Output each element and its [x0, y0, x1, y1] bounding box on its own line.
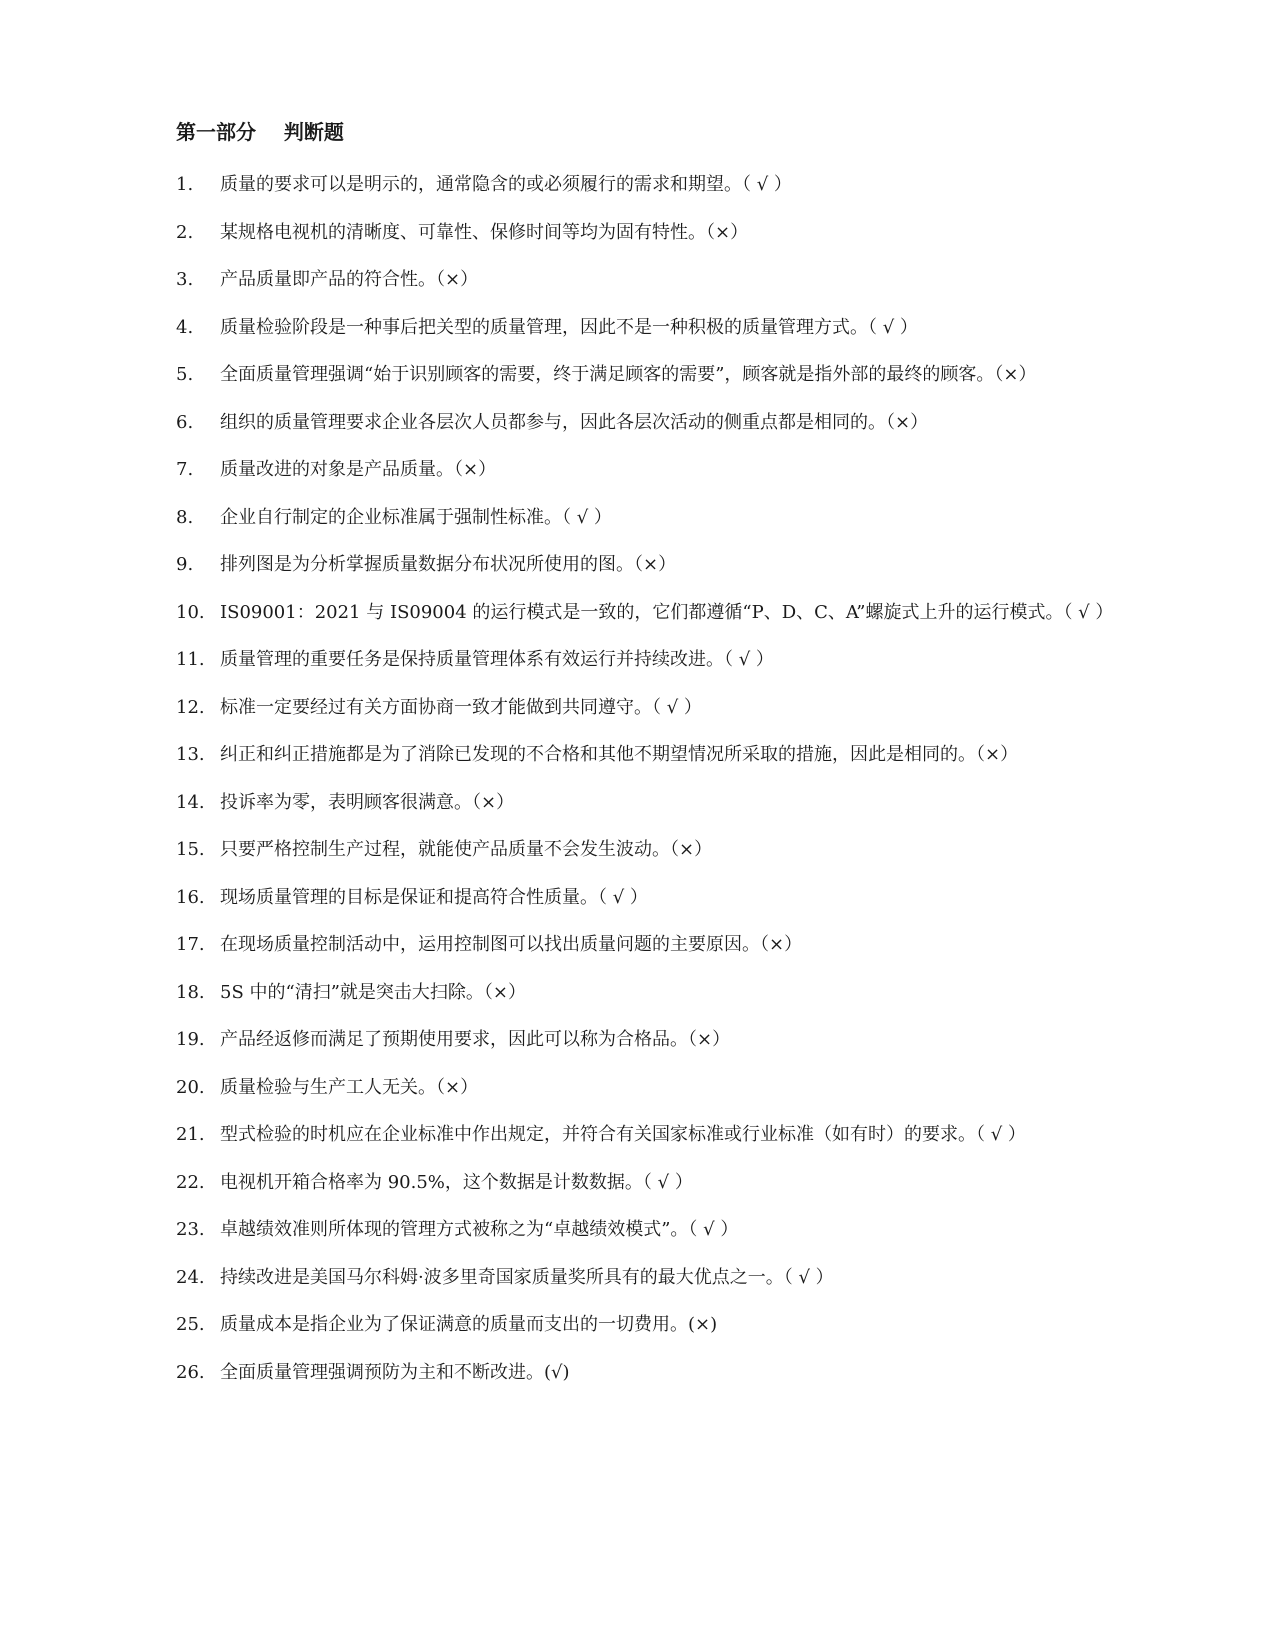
question-item — [176, 453, 1156, 486]
question-text: 质量成本是指企业为了保证满意的质量而支出的一切费用。(×) — [220, 1314, 718, 1335]
question-text: 型式检验的时机应在企业标准中作出规定，并符合有关国家标准或行业标准（如有时）的要求。（ √ ） — [220, 1124, 1026, 1145]
question-item — [176, 691, 1156, 724]
question-item — [176, 1213, 1156, 1246]
question-text: 某规格电视机的清晰度、可靠性、保修时间等均为固有特性。（×） — [220, 221, 749, 243]
question-item — [176, 1023, 1156, 1056]
question-item — [176, 263, 1156, 296]
question-item — [176, 928, 1156, 961]
question-number: 2. — [176, 221, 194, 243]
question-number: 17. — [176, 934, 205, 955]
question-number: 18. — [176, 981, 205, 1003]
question-number: 15. — [176, 839, 205, 860]
question-number: 11. — [176, 649, 205, 670]
question-text: 产品质量即产品的符合性。（×） — [220, 269, 479, 290]
question-text: 只要严格控制生产过程，就能使产品质量不会发生波动。（×） — [220, 839, 713, 860]
question-item — [176, 833, 1156, 866]
question-item — [176, 216, 1156, 249]
question-text: 在现场质量控制活动中，运用控制图可以找出质量问题的主要原因。（×） — [220, 934, 803, 955]
question-item — [176, 786, 1156, 819]
question-item — [176, 311, 1156, 344]
question-item — [176, 168, 1156, 201]
question-text: 质量改进的对象是产品质量。（×） — [220, 459, 497, 480]
question-number: 16. — [176, 886, 205, 908]
question-item — [176, 738, 1156, 771]
question-number: 8. — [176, 506, 194, 528]
question-text: 标准一定要经过有关方面协商一致才能做到共同遵守。（ √ ） — [220, 696, 702, 718]
question-number: 13. — [176, 744, 205, 765]
question-text: 产品经返修而满足了预期使用要求，因此可以称为合格品。（×） — [220, 1029, 731, 1050]
question-item — [176, 406, 1156, 439]
question-number: 7. — [176, 459, 194, 480]
question-text: 质量检验与生产工人无关。（×） — [220, 1076, 479, 1098]
question-number: 3. — [176, 269, 194, 290]
question-text: 电视机开箱合格率为 90.5%，这个数据是计数数据。（ √ ） — [220, 1171, 693, 1193]
question-number: 4. — [176, 316, 194, 338]
question-text: 企业自行制定的企业标准属于强制性标准。（ √ ） — [220, 506, 612, 528]
question-item — [176, 643, 1156, 676]
question-item — [176, 548, 1156, 581]
question-item — [176, 1118, 1156, 1151]
question-text: 排列图是为分析掌握质量数据分布状况所使用的图。（×） — [220, 554, 677, 575]
question-item — [176, 1166, 1156, 1199]
question-text: 质量管理的重要任务是保持质量管理体系有效运行并持续改进。（ √ ） — [220, 649, 774, 670]
question-number: 25. — [176, 1314, 205, 1335]
question-text: 全面质量管理强调预防为主和不断改进。(√) — [220, 1361, 570, 1383]
question-list — [176, 168, 1156, 1403]
question-text: 现场质量管理的目标是保证和提高符合性质量。（ √ ） — [220, 886, 648, 908]
question-item — [176, 501, 1156, 534]
question-number: 24. — [176, 1266, 205, 1288]
question-text: 纠正和纠正措施都是为了消除已发现的不合格和其他不期望情况所采取的措施，因此是相同的。（×） — [220, 744, 1019, 765]
question-number: 5. — [176, 364, 194, 385]
question-number: 9. — [176, 554, 194, 575]
question-number: 12. — [176, 696, 205, 718]
question-number: 23. — [176, 1219, 205, 1240]
question-number: 21. — [176, 1124, 205, 1145]
question-item — [176, 1261, 1156, 1294]
question-text: IS09001：2021 与 IS09004 的运行模式是一致的，它们都遵循“P、D、C、A”螺旋式上升的运行模式。（ √ ） — [220, 601, 1114, 623]
question-number: 19. — [176, 1029, 205, 1050]
question-item — [176, 358, 1156, 391]
question-text: 5S 中的“清扫”就是突击大扫除。（×） — [220, 981, 526, 1003]
question-text: 全面质量管理强调“始于识别顾客的需要，终于满足顾客的需要”，顾客就是指外部的最终的顾客。（×） — [220, 364, 1037, 385]
question-text: 质量的要求可以是明示的，通常隐含的或必须履行的需求和期望。（ √ ） — [220, 174, 792, 195]
question-text: 投诉率为零，表明顾客很满意。（×） — [220, 791, 515, 813]
question-number: 20. — [176, 1076, 205, 1098]
question-number: 10. — [176, 601, 205, 623]
question-item — [176, 1308, 1156, 1341]
question-item — [176, 1071, 1156, 1104]
question-text: 持续改进是美国马尔科姆·波多里奇国家质量奖所具有的最大优点之一。（ √ ） — [220, 1266, 834, 1288]
question-number: 26. — [176, 1361, 205, 1383]
question-number: 1. — [176, 174, 194, 195]
question-number: 14. — [176, 791, 205, 813]
question-item — [176, 1356, 1156, 1389]
question-number: 22. — [176, 1171, 205, 1193]
question-text: 质量检验阶段是一种事后把关型的质量管理，因此不是一种积极的质量管理方式。（ √ ） — [220, 316, 918, 338]
question-number: 6. — [176, 411, 194, 433]
question-text: 卓越绩效准则所体现的管理方式被称之为“卓越绩效模式”。（ √ ） — [220, 1219, 739, 1240]
question-item — [176, 596, 1156, 629]
section-title: 第一部分 判断题 — [176, 120, 344, 144]
question-item — [176, 976, 1156, 1009]
question-text: 组织的质量管理要求企业各层次人员都参与，因此各层次活动的侧重点都是相同的。（×） — [220, 411, 929, 433]
question-item — [176, 881, 1156, 914]
